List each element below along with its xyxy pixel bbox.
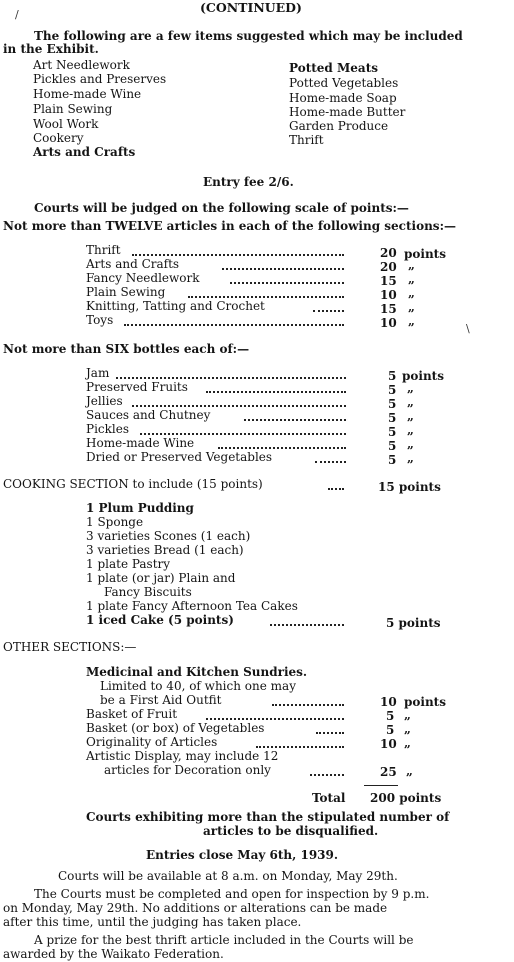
twelve-item-points: 15: [380, 274, 397, 288]
item-left-5: Wool Work: [33, 117, 99, 131]
leader-dots: [328, 488, 344, 490]
prize-line-2: awarded by the Waikato Federation.: [3, 947, 224, 961]
item-left-6: Cookery: [33, 131, 84, 145]
six-item-unit: „: [407, 381, 414, 395]
twelve-heading: Not more than TWELVE articles in each of the following sections:—: [3, 219, 456, 233]
leader-dots: [310, 774, 344, 776]
leader-dots: [222, 268, 344, 270]
twelve-item-points: 20: [380, 246, 397, 260]
twelve-item-label: Thrift: [86, 243, 121, 257]
twelve-item-label: Toys: [86, 313, 114, 327]
item-left-4: Plain Sewing: [33, 102, 113, 116]
six-item-points: 5: [388, 411, 397, 425]
twelve-item-unit: „: [408, 258, 415, 272]
twelve-item-unit: „: [408, 272, 415, 286]
intro-line-1: The following are a few items suggested which may be included: [34, 29, 463, 43]
basket-vegetables-unit: „: [404, 722, 411, 736]
six-item-label: Sauces and Chutney: [86, 408, 211, 422]
originality-points: 10: [380, 737, 397, 751]
six-item-unit: „: [407, 395, 414, 409]
cooking-item: 1 plate Pastry: [86, 557, 171, 571]
twelve-item-label: Arts and Crafts: [86, 257, 180, 271]
other-heading: OTHER SECTIONS:—: [3, 640, 137, 654]
leader-dots: [188, 296, 344, 298]
total-value: 200 points: [370, 791, 442, 805]
item-right-4: Home-made Butter: [289, 105, 406, 119]
cooking-item: 1 iced Cake (5 points): [86, 613, 234, 627]
leader-dots: [206, 391, 346, 393]
medicinal-line-2: Limited to 40, of which one may: [100, 679, 296, 693]
twelve-item-unit: points: [404, 247, 446, 261]
judging-intro: Courts will be judged on the following scale of points:—: [34, 201, 409, 215]
medicinal-line-1: Medicinal and Kitchen Sundries.: [86, 665, 308, 679]
cooking-item: 3 varieties Scones (1 each): [86, 529, 251, 543]
basket-vegetables-points: 5: [386, 723, 395, 737]
cooking-item: Fancy Biscuits: [104, 585, 192, 599]
item-right-3: Home-made Soap: [289, 91, 397, 105]
cooking-item: 3 varieties Bread (1 each): [86, 543, 244, 557]
six-item-label: Pickles: [86, 422, 130, 436]
total-label: Total: [312, 791, 346, 805]
twelve-item-label: Fancy Needlework: [86, 271, 200, 285]
disqualify-line-1: Courts exhibiting more than the stipulated number of: [86, 810, 450, 824]
twelve-item-label: Plain Sewing: [86, 285, 166, 299]
twelve-item-label: Knitting, Tatting and Crochet: [86, 299, 265, 313]
cooking-item: 1 Plum Pudding: [86, 501, 194, 515]
basket-fruit: Basket of Fruit: [86, 707, 178, 721]
six-item-points: 5: [388, 369, 397, 383]
twelve-item-unit: „: [408, 300, 415, 314]
item-right-1: Potted Meats: [289, 61, 378, 75]
entry-fee: Entry fee 2/6.: [203, 175, 294, 189]
stray-mark: /: [15, 8, 19, 21]
originality: Originality of Articles: [86, 735, 218, 749]
prize-line-1: A prize for the best thrift article included in the Courts will be: [34, 933, 414, 947]
leader-dots: [316, 732, 344, 734]
leader-dots: [140, 433, 346, 435]
inspection-line-1: The Courts must be completed and open for inspection by 9 p.m.: [34, 887, 430, 901]
artistic-unit: „: [406, 764, 413, 778]
cooking-points: 15 points: [378, 480, 441, 494]
inspection-line-2: on Monday, May 29th. No additions or alterations can be made: [3, 901, 388, 915]
six-heading: Not more than SIX bottles each of:—: [3, 342, 250, 356]
stray-mark: \: [466, 322, 470, 335]
originality-unit: „: [404, 736, 411, 750]
leader-dots: [230, 282, 344, 284]
cooking-item: 1 Sponge: [86, 515, 144, 529]
six-item-unit: points: [402, 369, 444, 383]
artistic-line-1: Artistic Display, may include 12: [86, 749, 279, 763]
six-item-points: 5: [388, 453, 397, 467]
six-item-unit: „: [407, 423, 414, 437]
leader-dots: [272, 704, 344, 706]
artistic-points: 25: [380, 765, 397, 779]
continued-heading: (CONTINUED): [200, 0, 302, 15]
six-item-label: Dried or Preserved Vegetables: [86, 450, 273, 464]
item-right-5: Garden Produce: [289, 119, 389, 133]
leader-dots: [132, 405, 346, 407]
six-item-label: Home-made Wine: [86, 436, 195, 450]
six-item-unit: „: [407, 451, 414, 465]
twelve-item-points: 10: [380, 316, 397, 330]
intro-line-2: in the Exhibit.: [3, 42, 99, 56]
leader-dots: [313, 310, 344, 312]
entries-close: Entries close May 6th, 1939.: [146, 848, 339, 862]
twelve-item-unit: „: [408, 286, 415, 300]
basket-fruit-unit: „: [404, 708, 411, 722]
leader-dots: [206, 718, 344, 720]
total-rule: [364, 785, 398, 786]
basket-vegetables: Basket (or box) of Vegetables: [86, 721, 265, 735]
six-item-unit: „: [407, 437, 414, 451]
leader-dots: [244, 419, 346, 421]
item-left-2: Pickles and Preserves: [33, 72, 167, 86]
artistic-line-2: articles for Decoration only: [104, 763, 271, 777]
item-left-3: Home-made Wine: [33, 87, 142, 101]
item-left-1: Art Needlework: [33, 58, 130, 72]
twelve-item-points: 15: [380, 302, 397, 316]
leader-dots: [270, 624, 344, 626]
leader-dots: [116, 377, 346, 379]
leader-dots: [124, 324, 344, 326]
leader-dots: [256, 746, 344, 748]
leader-dots: [218, 447, 346, 449]
cooking-heading: COOKING SECTION to include (15 points): [3, 477, 263, 491]
twelve-item-points: 20: [380, 260, 397, 274]
six-item-points: 5: [388, 439, 397, 453]
medicinal-line-3: be a First Aid Outfit: [100, 693, 222, 707]
leader-dots: [315, 461, 346, 463]
six-item-points: 5: [388, 425, 397, 439]
iced-cake-points: 5 points: [386, 616, 441, 630]
item-left-7: Arts and Crafts: [33, 145, 136, 159]
six-item-label: Jam: [86, 366, 110, 380]
six-item-points: 5: [388, 397, 397, 411]
six-item-unit: „: [407, 409, 414, 423]
six-item-label: Preserved Fruits: [86, 380, 188, 394]
item-right-6: Thrift: [289, 133, 324, 147]
cooking-item: 1 plate (or jar) Plain and: [86, 571, 236, 585]
item-right-2: Potted Vegetables: [289, 76, 399, 90]
six-item-label: Jellies: [86, 394, 123, 408]
available-notice: Courts will be available at 8 a.m. on Monday, May 29th.: [58, 869, 398, 883]
twelve-item-unit: „: [408, 314, 415, 328]
medicinal-points: 10: [380, 695, 397, 709]
leader-dots: [132, 254, 344, 256]
twelve-item-points: 10: [380, 288, 397, 302]
basket-fruit-points: 5: [386, 709, 395, 723]
medicinal-unit: points: [404, 695, 446, 709]
cooking-item: 1 plate Fancy Afternoon Tea Cakes: [86, 599, 298, 613]
inspection-line-3: after this time, until the judging has taken place.: [3, 915, 302, 929]
six-item-points: 5: [388, 383, 397, 397]
disqualify-line-2: articles to be disqualified.: [203, 824, 379, 838]
